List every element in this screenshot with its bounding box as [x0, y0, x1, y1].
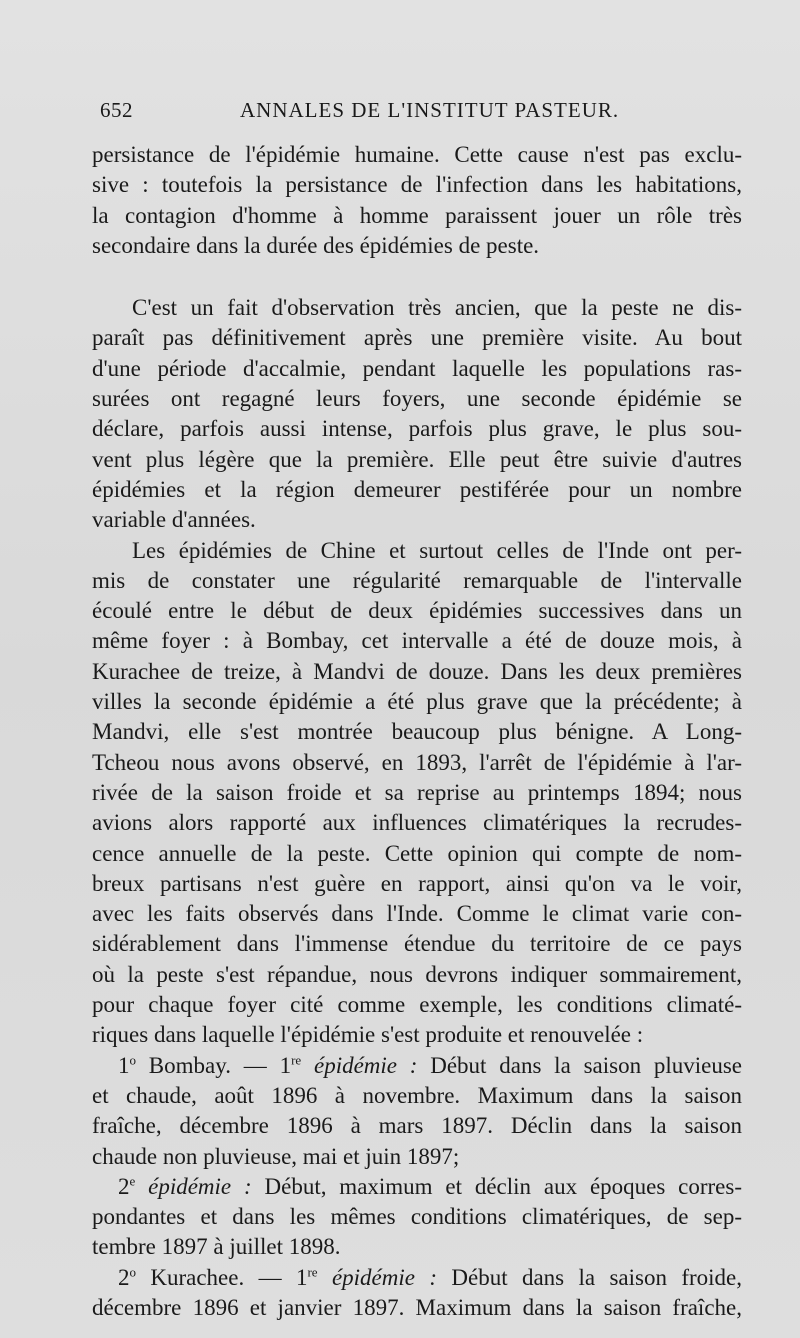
text-line: breux partisans n'est guère en rapport, ainsi qu'on va le voir,	[92, 870, 742, 896]
place-name: Kurachee. —	[150, 1264, 296, 1290]
text-line: épidémies et la région demeurer pestiférée pour un nombre	[92, 476, 742, 502]
entry-number: 2	[118, 1264, 130, 1290]
text-line: variable d'années.	[92, 507, 256, 533]
epidemic-label: épidémie :	[148, 1173, 252, 1199]
ordinal-suffix: o	[129, 1051, 136, 1067]
epidemic-number: 1	[279, 1052, 292, 1078]
text-line: sive : toutefois la persistance de l'infection dans les habitations,	[92, 172, 742, 198]
paragraph-2	[92, 293, 742, 535]
text-line: secondaire dans la durée des épidémies de peste.	[92, 232, 540, 258]
text-line: pour chaque foyer cité comme exemple, les conditions climaté-	[92, 992, 742, 1018]
text-fragment: Début dans la saison pluvieuse	[417, 1052, 743, 1078]
text-line: cence annuelle de la peste. Cette opinion qui compte de nom-	[92, 840, 742, 866]
ordinal-suffix: re	[307, 1264, 318, 1280]
text-line	[92, 1263, 742, 1293]
text-line: pondantes et dans les mêmes conditions climatériques, de sep-	[92, 1204, 742, 1230]
text-line: Tcheou nous avons observé, en 1893, l'arrêt de l'épidémie à l'ar-	[92, 749, 742, 775]
text-line	[92, 1172, 742, 1202]
entry-kurachee	[92, 1263, 742, 1324]
text-line: tembre 1897 à juillet 1898.	[92, 1234, 341, 1260]
text-line: surées ont regagné leurs foyers, une seconde épidémie se	[92, 386, 742, 412]
ordinal-suffix: e	[129, 1173, 136, 1189]
text-fragment: Début, maximum et déclin aux époques corres-	[251, 1173, 742, 1199]
text-line: C'est un fait d'observation très ancien, que la peste ne dis-	[132, 295, 742, 321]
text-fragment: Début dans la saison froide,	[437, 1264, 742, 1290]
paragraph-3	[92, 536, 742, 1051]
text-line	[92, 1051, 742, 1081]
epidemic-label: épidémie :	[331, 1264, 437, 1290]
entry-bombay-second	[92, 1172, 742, 1263]
text-line: rivée de la saison froide et sa reprise au printemps 1894; nous	[92, 779, 742, 805]
text-line: Les épidémies de Chine et surtout celles de l'Inde ont per-	[132, 537, 742, 563]
text-line: paraît pas définitivement après une première visite. Au bout	[92, 325, 742, 351]
epidemic-label: épidémie :	[313, 1052, 418, 1078]
text-line: persistance de l'épidémie humaine. Cette cause n'est pas exclu-	[92, 142, 742, 167]
epidemic-number: 2	[118, 1173, 130, 1199]
paragraph-1	[92, 140, 742, 261]
page-header	[100, 98, 740, 128]
text-line: riques dans laquelle l'épidémie s'est produite et renouvelée :	[92, 1022, 644, 1048]
text-line: où la peste s'est répandue, nous devrons indiquer sommairement,	[92, 961, 742, 987]
text-line: la contagion d'homme à homme paraissent jouer un rôle très	[92, 202, 742, 228]
text-line: déclare, parfois aussi intense, parfois plus grave, le plus sou-	[92, 416, 742, 442]
body-text	[92, 140, 742, 1323]
text-line: chaude non pluvieuse, mai et juin 1897;	[92, 1143, 460, 1169]
running-head: ANNALES DE L'INSTITUT PASTEUR.	[240, 98, 620, 122]
place-name: Bombay. —	[148, 1052, 280, 1078]
entry-number: 1	[118, 1052, 130, 1078]
page-number: 652	[100, 98, 133, 122]
text-line: fraîche, décembre 1896 à mars 1897. Déclin dans la saison	[92, 1113, 742, 1139]
text-line: villes la seconde épidémie a été plus grave que la précédente; à	[92, 689, 742, 715]
text-line: même foyer : à Bombay, cet intervalle a été de douze mois, à	[92, 628, 742, 654]
text-line: mis de constater une régularité remarquable de l'intervalle	[92, 567, 742, 593]
text-line: écoulé entre le début de deux épidémies successives dans un	[92, 598, 742, 624]
text-line: Kurachee de treize, à Mandvi de douze. Dans les deux premières	[92, 658, 742, 684]
ordinal-suffix: o	[129, 1264, 136, 1280]
text-line: décembre 1896 et janvier 1897. Maximum dans la saison fraîche,	[92, 1294, 742, 1320]
text-line: Mandvi, elle s'est montrée beaucoup plus bénigne. A Long-	[92, 719, 742, 745]
text-line: sidérablement dans l'immense étendue du territoire de ce pays	[92, 931, 742, 957]
entry-bombay	[92, 1051, 742, 1172]
epidemic-number: 1	[295, 1264, 308, 1290]
text-line: avions alors rapporté aux influences climatériques la recrudes-	[92, 810, 742, 836]
text-line: vent plus légère que la première. Elle peut être suivie d'autres	[92, 446, 742, 472]
ordinal-suffix: re	[291, 1051, 302, 1067]
text-line: avec les faits observés dans l'Inde. Comme le climat varie con-	[92, 901, 742, 927]
text-line: et chaude, août 1896 à novembre. Maximum dans la saison	[92, 1082, 742, 1108]
paragraph-gap	[92, 261, 742, 293]
text-line: d'une période d'accalmie, pendant laquelle les populations ras-	[92, 355, 742, 381]
